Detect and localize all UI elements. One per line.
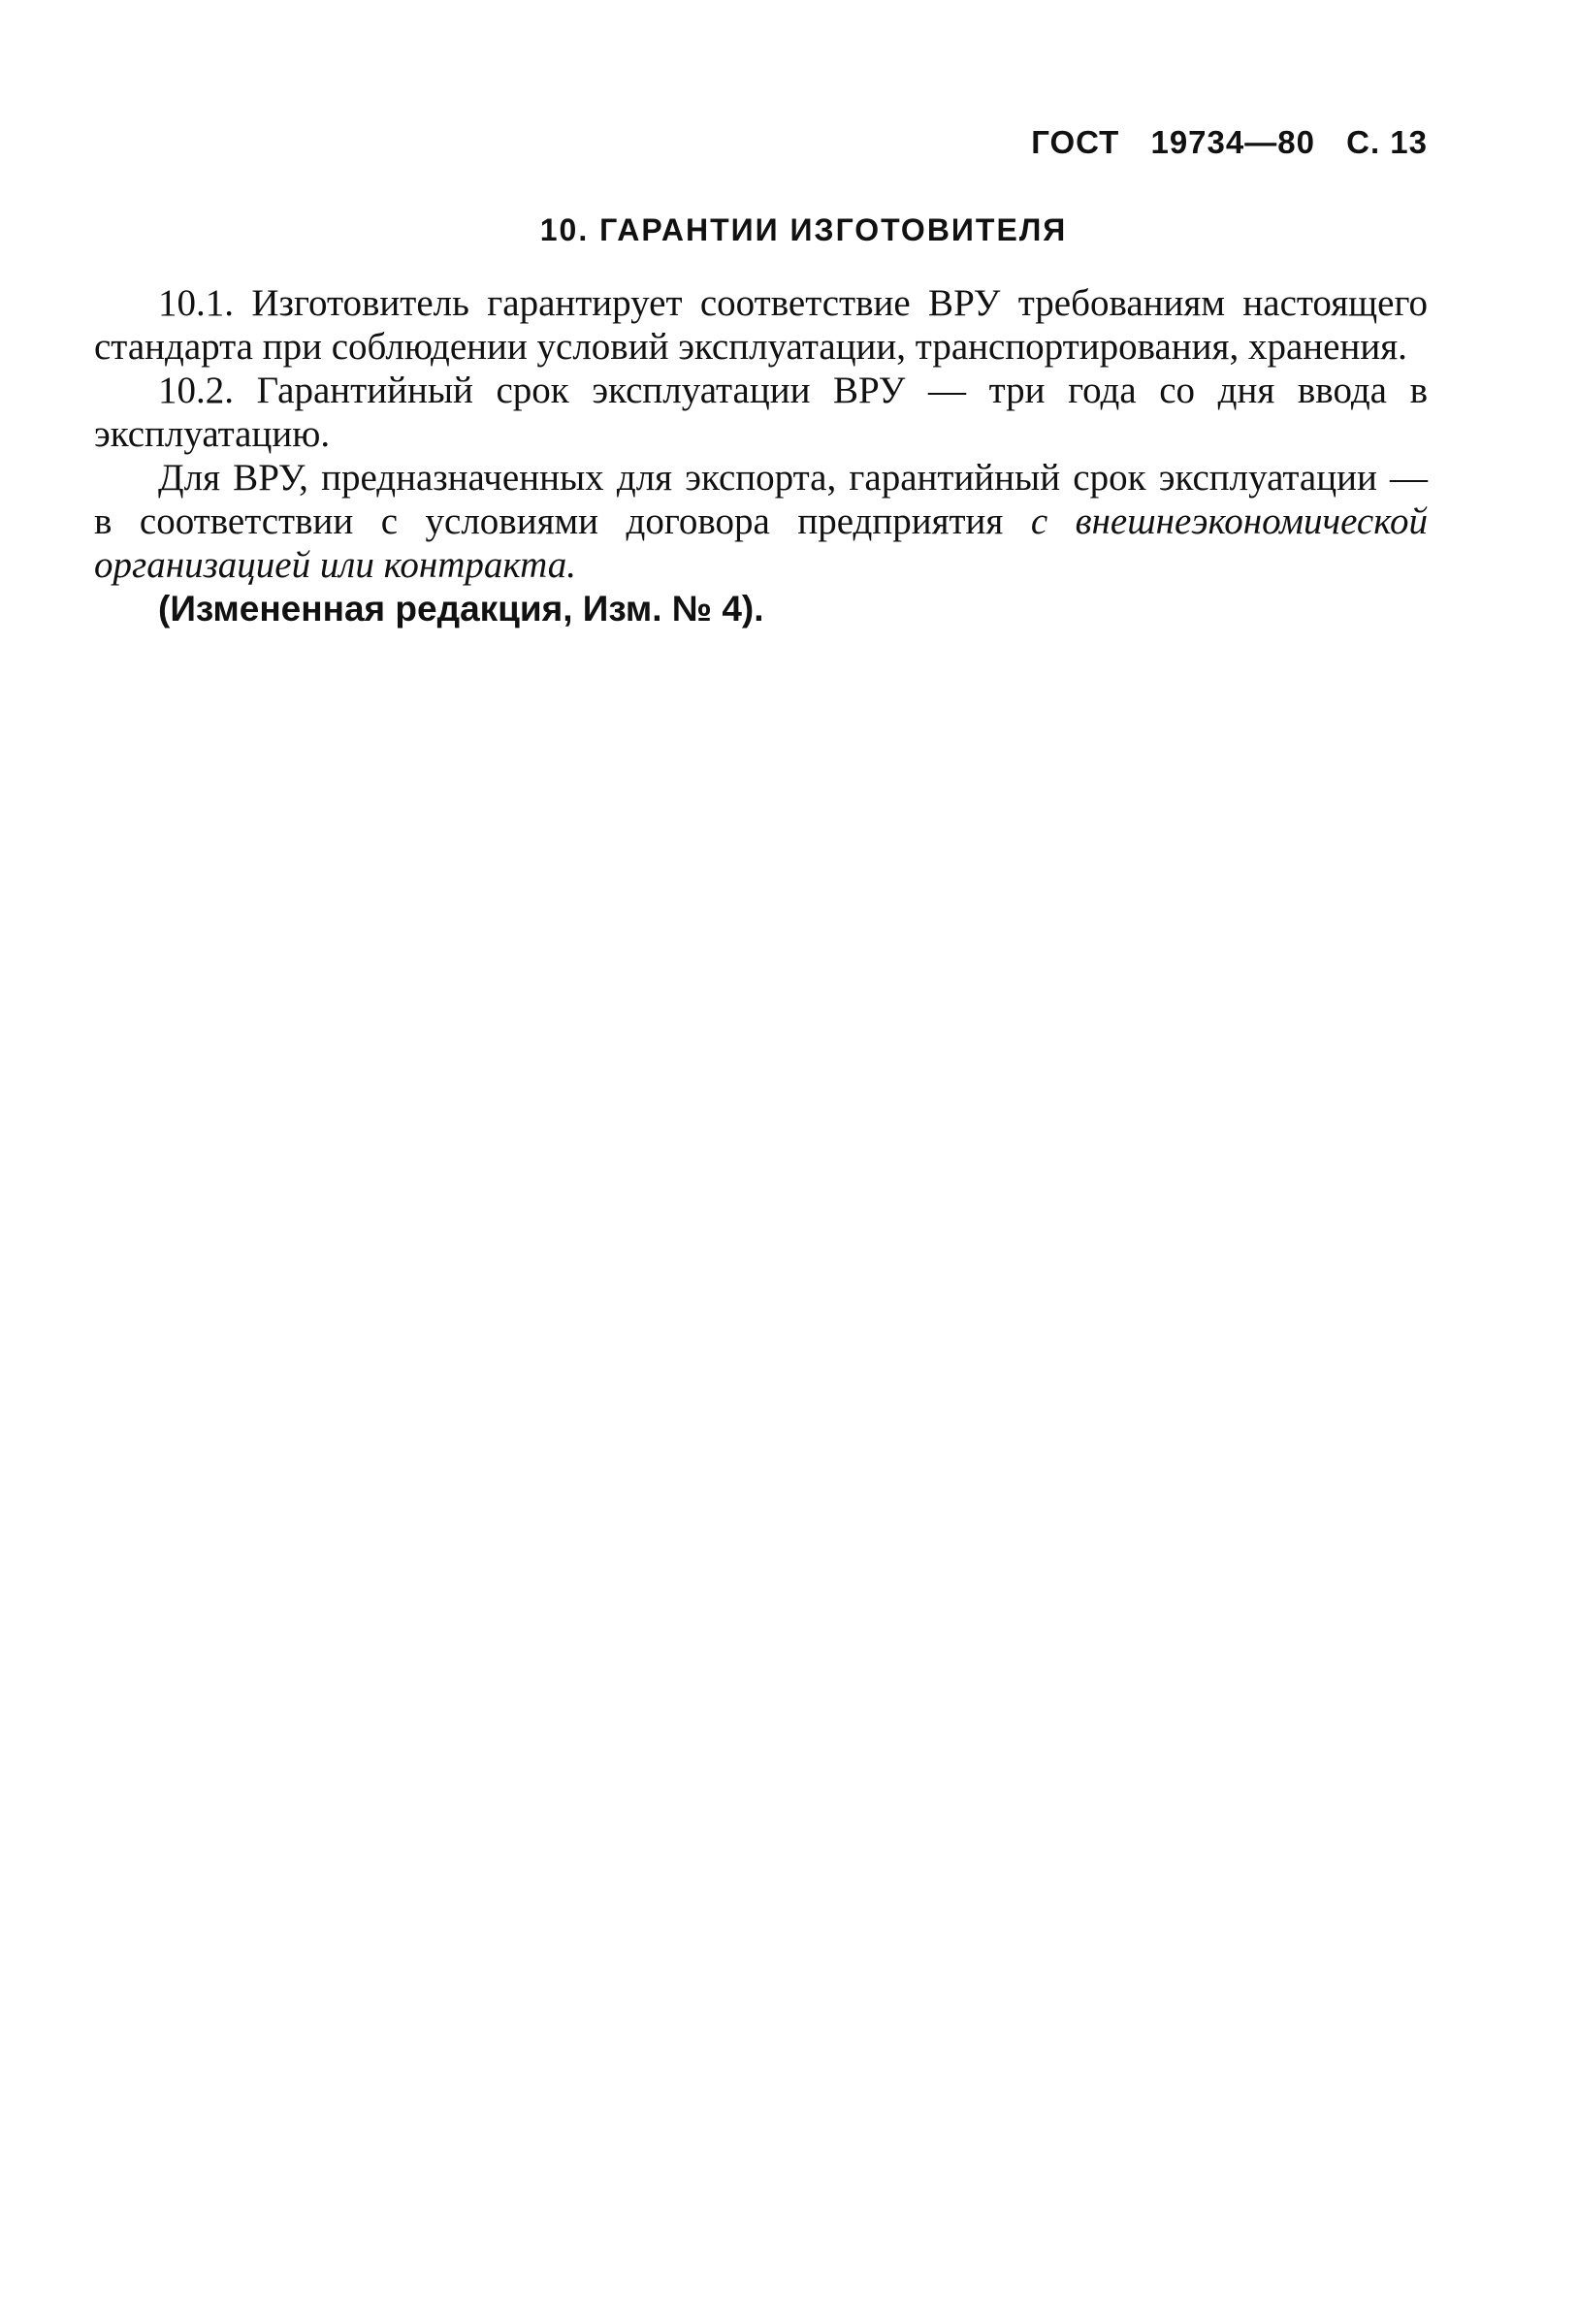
paragraph-10-1: 10.1. Изготовитель гарантирует соответствие ВРУ требованиям настоящего стандарта при соблюдении условий эксплуатации, транспортирования, хранения. bbox=[94, 282, 1428, 368]
page-header bbox=[1031, 124, 1428, 161]
page-number: С. 13 bbox=[1346, 124, 1428, 160]
standard-label: ГОСТ bbox=[1031, 124, 1120, 160]
paragraph-10-2: 10.2. Гарантийный срок эксплуатации ВРУ — три года со дня ввода в эксплуатацию. bbox=[94, 370, 1428, 455]
section-title: 10. ГАРАНТИИ ИЗГОТОВИТЕЛЯ bbox=[539, 212, 1068, 247]
paragraph-export-text: Для ВРУ, предназначенных для экспорта, гарантийный срок эксплуатации — в соответствии с условиями договора предприятия bbox=[94, 457, 1428, 542]
standard-number: 19734—80 bbox=[1150, 124, 1315, 160]
section-body bbox=[94, 281, 1428, 630]
amendment-note: (Измененная редакция, Изм. № 4). bbox=[158, 589, 764, 629]
paragraph-export-italic-text: с внешнеэкономической организацией или контракта. bbox=[94, 500, 1429, 586]
paragraph-export bbox=[94, 456, 1428, 587]
